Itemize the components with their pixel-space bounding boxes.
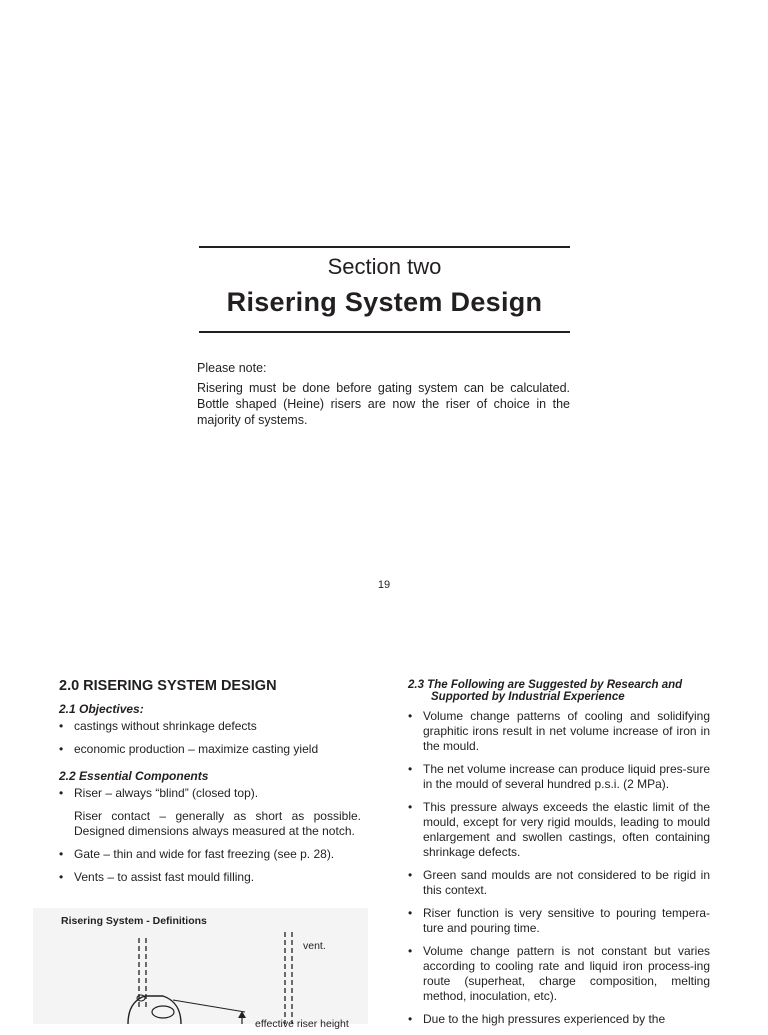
list-item (59, 847, 361, 862)
figure-title: Risering System - Definitions (61, 915, 207, 927)
top-rule (199, 246, 570, 248)
vent-label: vent. (303, 940, 326, 952)
main-heading: 2.0 RISERING SYSTEM DESIGN (59, 678, 277, 694)
note-text: Risering must be done before gating system can be calculated. Bottle shaped (Heine) risers are now the riser of choice in the majority of systems. (197, 381, 570, 427)
bottom-rule (199, 331, 570, 333)
suggestions-heading-line1: 2.3 The Following are Suggested by Research and (408, 679, 683, 691)
objectives-list (59, 719, 361, 757)
risering-diagram (33, 908, 368, 1024)
section-label: Section two (327, 254, 442, 279)
effective-height-label: effective riser height (255, 1018, 349, 1030)
right-column (408, 679, 710, 1035)
note-label: Please note: (197, 361, 267, 375)
risering-figure (33, 908, 368, 1030)
list-item: • castings without shrinkage defects (59, 719, 361, 734)
list-item-text: Vents – to assist fast mould filling. (74, 870, 255, 884)
list-item: • This pressure always exceeds the elastic limit of the mould, except for very rigid moulds, leading to mould enlargement and swollen castings, often containing shrinkage defects. (408, 800, 710, 860)
list-item-text: Riser – always “blind” (closed top). (74, 786, 259, 800)
list-item-continuation: Riser contact – generally as short as possible. Designed dimensions always measured at the notch. (74, 809, 361, 838)
left-column (59, 677, 361, 893)
note-block (197, 360, 570, 428)
list-item-text: Gate – thin and wide for fast freezing (see p. 28). (74, 847, 335, 861)
list-item: • Volume change patterns of cooling and solidifying graphitic irons result in net volume increase of iron in the mould. (408, 709, 710, 754)
list-item: • The net volume increase can produce liquid pres-sure in the mould of several hundred p.s.i. (2 MPa). (408, 762, 710, 792)
list-item (59, 786, 361, 839)
suggestions-list (408, 709, 710, 1027)
list-item: • economic production – maximize casting yield (59, 742, 361, 757)
suggestions-heading (408, 679, 710, 703)
list-item: • Riser function is very sensitive to pouring tempera-ture and pouring time. (408, 906, 710, 936)
suggestions-heading-line2: Supported by Industrial Experience (431, 691, 625, 703)
components-list (59, 786, 361, 885)
list-item: • Due to the high pressures experienced by the (408, 1012, 710, 1027)
objectives-heading: 2.1 Objectives: (59, 702, 144, 716)
page-number: 19 (377, 579, 391, 591)
list-item (59, 870, 361, 885)
list-item: • Volume change pattern is not constant but varies according to cooling rate and liquid iron process-ing route (superheat, charge composition, melting method, inoculation, etc). (408, 944, 710, 1004)
list-item: • Green sand moulds are not considered to be rigid in this context. (408, 868, 710, 898)
section-title: Risering System Design (226, 287, 543, 317)
components-heading: 2.2 Essential Components (59, 769, 209, 783)
